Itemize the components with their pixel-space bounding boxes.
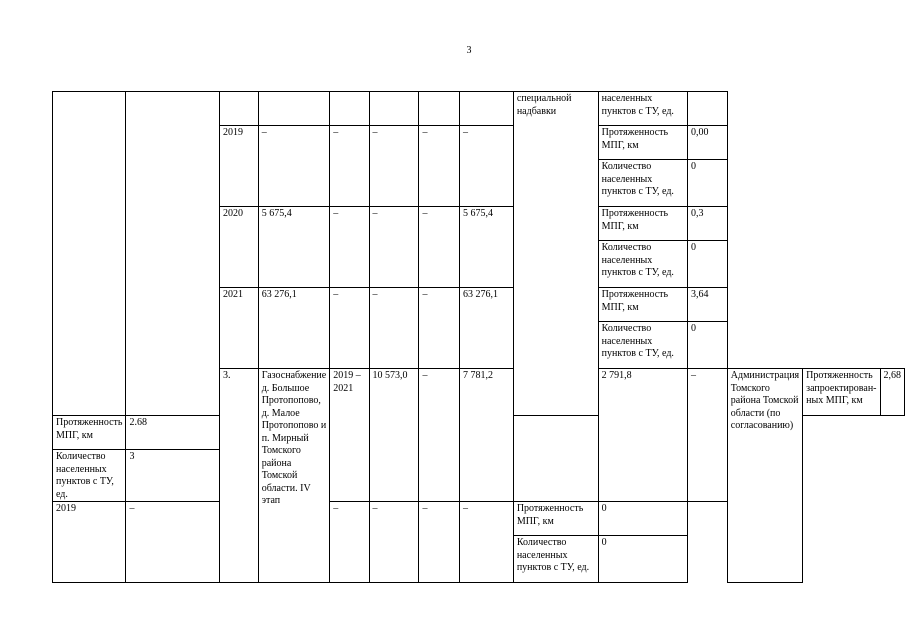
funding-cell: [460, 92, 514, 126]
item-name: Газоснабжение д. Большое Протопопово, д. Малое Протопопово и п. Мирный Томского района Томской области. IV этап: [258, 369, 330, 583]
indicator-name: Количество населенных пунктов с ТУ, ед.: [513, 536, 598, 583]
indicator-value: [688, 92, 728, 126]
year-cell: 2019: [220, 126, 259, 207]
indicator-value: 0,00: [688, 126, 728, 160]
page-number: 3: [466, 45, 472, 56]
total-cell: 63 276,1: [258, 288, 330, 369]
year-cell: 2019: [53, 502, 126, 583]
funding-cell: –: [419, 502, 460, 583]
funding-cell: [419, 92, 460, 126]
number-cell: [53, 92, 126, 416]
indicator-value: 0: [598, 536, 687, 583]
year-cell: 2019 – 2021: [330, 369, 369, 502]
funding-cell: 2 791,8: [598, 369, 687, 502]
indicator-name: Протяженность запроектирован-ных МПГ, км: [803, 369, 880, 416]
funding-cell: –: [369, 126, 419, 207]
funding-cell: –: [419, 126, 460, 207]
indicator-value: 2,68: [880, 369, 905, 416]
indicator-value: 2.68: [126, 416, 220, 450]
indicator-name: Протяженность МПГ, км: [598, 207, 687, 241]
total-cell: –: [258, 126, 330, 207]
funding-cell: –: [330, 126, 369, 207]
funding-cell: –: [419, 207, 460, 288]
executor-cell: Администрация Томского района Томской области (по согласованию): [727, 369, 802, 583]
total-cell: –: [126, 502, 220, 583]
funding-cell: –: [369, 207, 419, 288]
funding-cell: –: [419, 288, 460, 369]
funding-cell: –: [460, 502, 514, 583]
indicator-name: Количество населенных пунктов с ТУ, ед.: [53, 450, 126, 502]
funding-cell: –: [330, 207, 369, 288]
year-cell: 2021: [220, 288, 259, 369]
funding-cell: –: [369, 288, 419, 369]
funding-cell: –: [330, 288, 369, 369]
indicator-value: 0: [688, 322, 728, 369]
funding-cell: –: [369, 502, 419, 583]
funding-cell: 7 781,2: [460, 369, 514, 502]
funding-cell: [330, 92, 369, 126]
indicator-name: Протяженность МПГ, км: [598, 288, 687, 322]
year-cell: [220, 92, 259, 126]
funding-cell: –: [460, 126, 514, 207]
executor-cell: специальной надбавки: [513, 92, 598, 416]
table-row: [53, 92, 905, 126]
indicator-value: 0: [688, 241, 728, 288]
funding-cell: –: [419, 369, 460, 502]
indicator-name: Количество населенных пунктов с ТУ, ед.: [598, 241, 687, 288]
indicator-value: 0: [598, 502, 687, 536]
indicator-name: Протяженность МПГ, км: [513, 502, 598, 536]
funding-cell: [369, 92, 419, 126]
indicator-name: населенных пунктов с ТУ, ед.: [598, 92, 687, 126]
indicator-name: Количество населенных пунктов с ТУ, ед.: [598, 160, 687, 207]
indicator-value: 0,3: [688, 207, 728, 241]
indicator-name: Протяженность МПГ, км: [598, 126, 687, 160]
indicator-name: Протяженность МПГ, км: [53, 416, 126, 450]
indicator-value: 3: [126, 450, 220, 502]
year-cell: 2020: [220, 207, 259, 288]
total-cell: 5 675,4: [258, 207, 330, 288]
total-cell: [258, 92, 330, 126]
total-cell: 10 573,0: [369, 369, 419, 502]
program-table: [52, 91, 905, 583]
indicator-value: 0: [688, 160, 728, 207]
funding-cell: 5 675,4: [460, 207, 514, 288]
funding-cell: –: [688, 369, 728, 502]
indicator-name: Количество населенных пунктов с ТУ, ед.: [598, 322, 687, 369]
funding-cell: –: [330, 502, 369, 583]
indicator-value: 3,64: [688, 288, 728, 322]
funding-cell: 63 276,1: [460, 288, 514, 369]
name-cell: [126, 92, 220, 416]
item-number: 3.: [220, 369, 259, 583]
